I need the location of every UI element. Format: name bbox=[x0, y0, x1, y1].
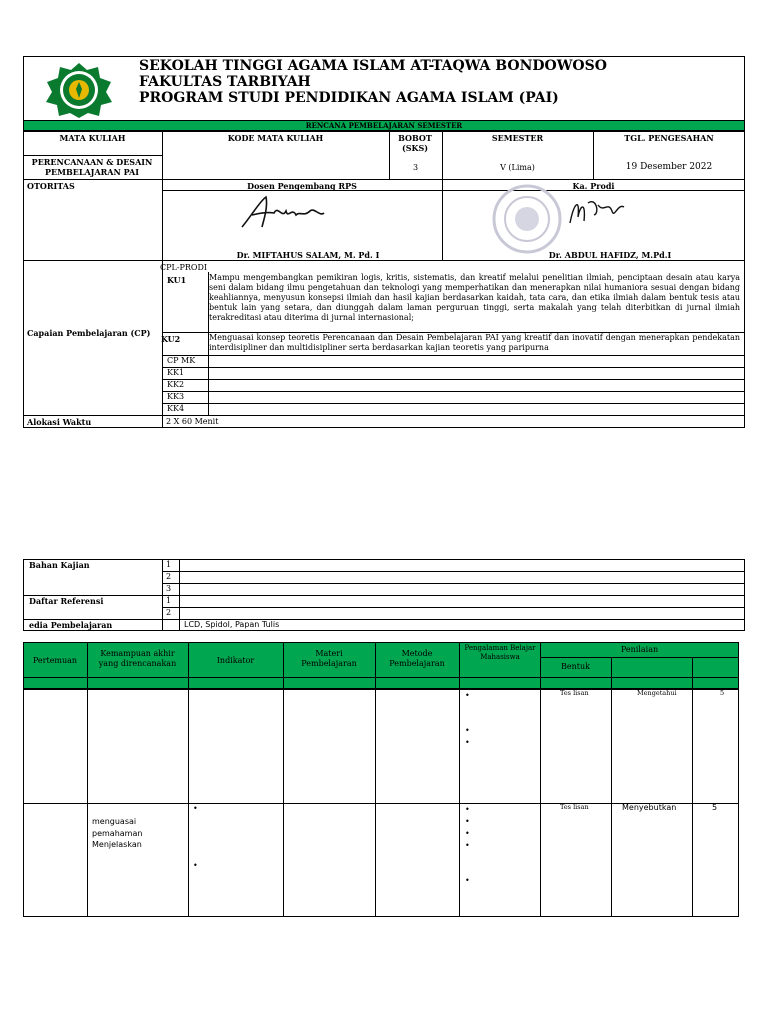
kaprodi-stamp bbox=[486, 184, 568, 254]
course-tgl: 19 Desember 2022 bbox=[625, 162, 713, 172]
row1-bentuk: Tes lisan bbox=[560, 689, 589, 697]
row1-bobot: 5 bbox=[720, 689, 725, 697]
row2-pengalaman-bullet-3: • bbox=[465, 829, 470, 838]
bahan-kajian-label: Bahan Kajian bbox=[29, 560, 90, 570]
row2-pengalaman-bullet-5: • bbox=[465, 876, 470, 885]
kk3-label: KK3 bbox=[167, 392, 185, 401]
dosen-name: Dr. MIFTAHUS SALAM, M. Pd. I bbox=[236, 250, 380, 260]
kk1-label: KK1 bbox=[167, 368, 185, 377]
daftar-referensi-label: Daftar Referensi bbox=[29, 596, 104, 606]
row2-indikator-bullet-2: • bbox=[193, 861, 198, 870]
col-mata-kuliah: MATA KULIAH bbox=[59, 133, 126, 143]
col-metode: Metode Pembelajaran bbox=[389, 649, 445, 668]
col-tgl: TGL. PENGESAHAN bbox=[624, 133, 714, 143]
course-semester: V (Lima) bbox=[500, 163, 535, 172]
row2-bobot: 5 bbox=[712, 803, 718, 812]
ref-num-2: 2 bbox=[166, 608, 172, 617]
institution-name: SEKOLAH TINGGI AGAMA ISLAM AT-TAQWA BONDOWOSO bbox=[139, 58, 607, 74]
col-kode: KODE MATA KULIAH bbox=[227, 133, 324, 143]
row2-pengalaman-bullet-4: • bbox=[465, 841, 470, 850]
dosen-label: Dosen Pengembang RPS bbox=[247, 181, 357, 191]
col-kemampuan: Kemampuan akhir yang direncanakan bbox=[98, 649, 177, 668]
faculty-name: FAKULTAS TARBIYAH bbox=[139, 74, 311, 90]
row2-pengalaman-bullet-1: • bbox=[465, 805, 470, 814]
row1-kriteria: Mengetahui bbox=[637, 689, 677, 697]
kaprodi-signature bbox=[566, 193, 628, 233]
row1-pengalaman-bullet-1: • bbox=[465, 691, 470, 700]
ref-num-1: 1 bbox=[166, 596, 172, 605]
course-bobot: 3 bbox=[412, 163, 419, 172]
cp-label: Capaian Pembelajaran (CP) bbox=[27, 328, 151, 338]
col-pertemuan: Pertemuan bbox=[32, 656, 78, 665]
ku2-code: KU2 bbox=[161, 334, 181, 344]
media-value: LCD, Spidol, Papan Tulis bbox=[184, 620, 280, 629]
course-name: PERENCANAAN & DESAIN PEMBELAJARAN PAI bbox=[31, 157, 153, 177]
bahan-num-1: 1 bbox=[166, 560, 172, 569]
alokasi-row bbox=[23, 416, 745, 428]
plan-table bbox=[23, 642, 739, 917]
course-table bbox=[23, 131, 745, 261]
ku1-text: Mampu mengembangkan pemikiran logis, kritis, sistematis, dan kreatif melalui penelitian ilmiah, penciptaan desain atau karya seni dalam bidang ilmu pengetahuan dan teknologi yang memperhatikan dan menerapkan nilai humaniora sesuai dengan bidang keahliannya, menyusun konsepsi ilmiah dan hasil kajian berdasarkan kaidah, tata cara, dan etika ilmiah dalam bentuk tesis atau bentuk lain yang setara, dan diunggah dalam laman perguruan tinggi, serta makalah yang telah diterbitkan di jurnal ilmiah terakreditasi atau diterima di jurnal internasional; bbox=[209, 273, 740, 322]
document-title: RENCANA PEMBELAJARAN SEMESTER bbox=[23, 121, 745, 131]
program-name: PROGRAM STUDI PENDIDIKAN AGAMA ISLAM (PAI) bbox=[139, 90, 559, 106]
col-bentuk: Bentuk bbox=[561, 662, 590, 671]
row2-indikator-bullet-1: • bbox=[193, 804, 198, 813]
ku2-text: Menguasai konsep teoretis Perencanaan dan Desain Pembelajaran PAI yang kreatif dan inovatif dengan menerapkan pendekatan interdisipliner dan multidisipliner serta berdasarkan kajian teoretis yang paripurna bbox=[209, 333, 740, 352]
row2-kemampuan-3: Menjelaskan bbox=[92, 840, 142, 849]
kk2-label: KK2 bbox=[167, 380, 185, 389]
cpl-prodi-label: CPL-PRODI bbox=[160, 263, 208, 272]
cpmk-label: CP MK bbox=[167, 356, 196, 365]
alokasi-label: Alokasi Waktu bbox=[27, 417, 92, 427]
media-label: edia Pembelajaran bbox=[29, 620, 113, 630]
dosen-signature bbox=[238, 193, 328, 233]
bahan-num-2: 2 bbox=[166, 572, 172, 581]
ku1-code: KU1 bbox=[167, 275, 187, 285]
col-indikator: Indikator bbox=[216, 656, 255, 665]
row2-kemampuan-1: menguasai bbox=[92, 817, 137, 826]
col-materi: Materi Pembelajaran bbox=[301, 649, 357, 668]
row2-kriteria: Menyebutkan bbox=[622, 803, 677, 812]
kaprodi-name: Dr. ABDUL HAFIDZ, M.Pd.I bbox=[548, 250, 672, 260]
col-semester: SEMESTER bbox=[491, 133, 544, 143]
alokasi-value: 2 X 60 Menit bbox=[166, 417, 219, 426]
col-penilaian: Penilaian bbox=[620, 645, 659, 654]
kk4-label: KK4 bbox=[167, 404, 185, 413]
otoritas-label: OTORITAS bbox=[27, 181, 75, 191]
row2-pengalaman-bullet-2: • bbox=[465, 817, 470, 826]
col-pengalaman: Pengalaman Belajar Mahasiswa bbox=[464, 644, 536, 661]
bahan-num-3: 3 bbox=[166, 584, 172, 593]
row1-pengalaman-bullet-3: • bbox=[465, 738, 470, 747]
kaprodi-label: Ka. Prodi bbox=[572, 181, 615, 191]
row2-bentuk: Tes lisan bbox=[560, 803, 589, 811]
col-bobot: BOBOT (SKS) bbox=[398, 133, 432, 153]
institution-logo bbox=[38, 62, 120, 118]
row1-pengalaman-bullet-2: • bbox=[465, 726, 470, 735]
row2-kemampuan-2: pemahaman bbox=[92, 829, 143, 838]
